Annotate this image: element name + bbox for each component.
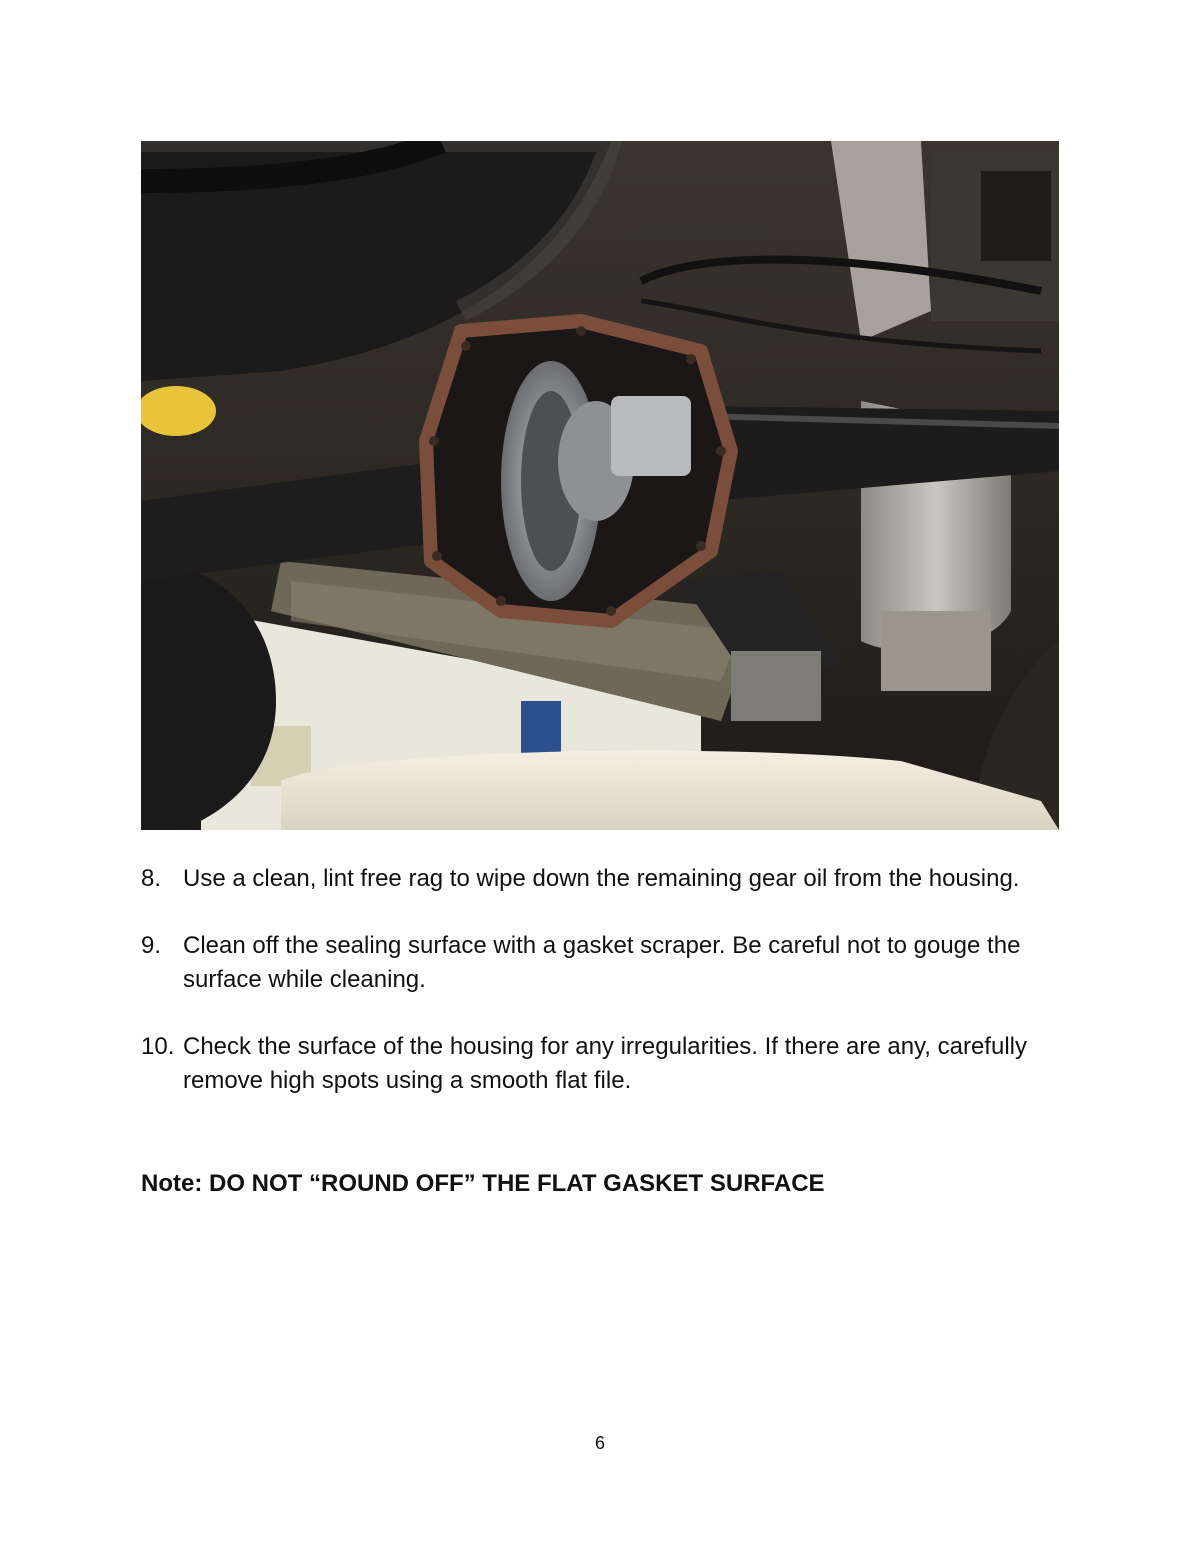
step-number: 9. (141, 932, 162, 959)
page-number: 6 (594, 1433, 605, 1453)
step-item (141, 862, 1081, 896)
step-text: Check the surface of the housing for any irregularities. If there are any, carefully remove high spots using a smooth flat file. (183, 1033, 1027, 1094)
step-item (141, 1030, 1081, 1098)
differential-housing-photo (141, 141, 1059, 830)
step-text: Use a clean, lint free rag to wipe down the remaining gear oil from the housing. (183, 865, 1020, 892)
instruction-steps (141, 862, 1081, 1131)
step-number: 10. (141, 1033, 175, 1060)
step-text: Clean off the sealing surface with a gasket scraper. Be careful not to gouge the surface while cleaning. (183, 932, 1021, 993)
step-number: 8. (141, 865, 162, 892)
warning-note: Note: DO NOT “ROUND OFF” THE FLAT GASKET SURFACE (141, 1170, 825, 1197)
step-item (141, 929, 1081, 997)
